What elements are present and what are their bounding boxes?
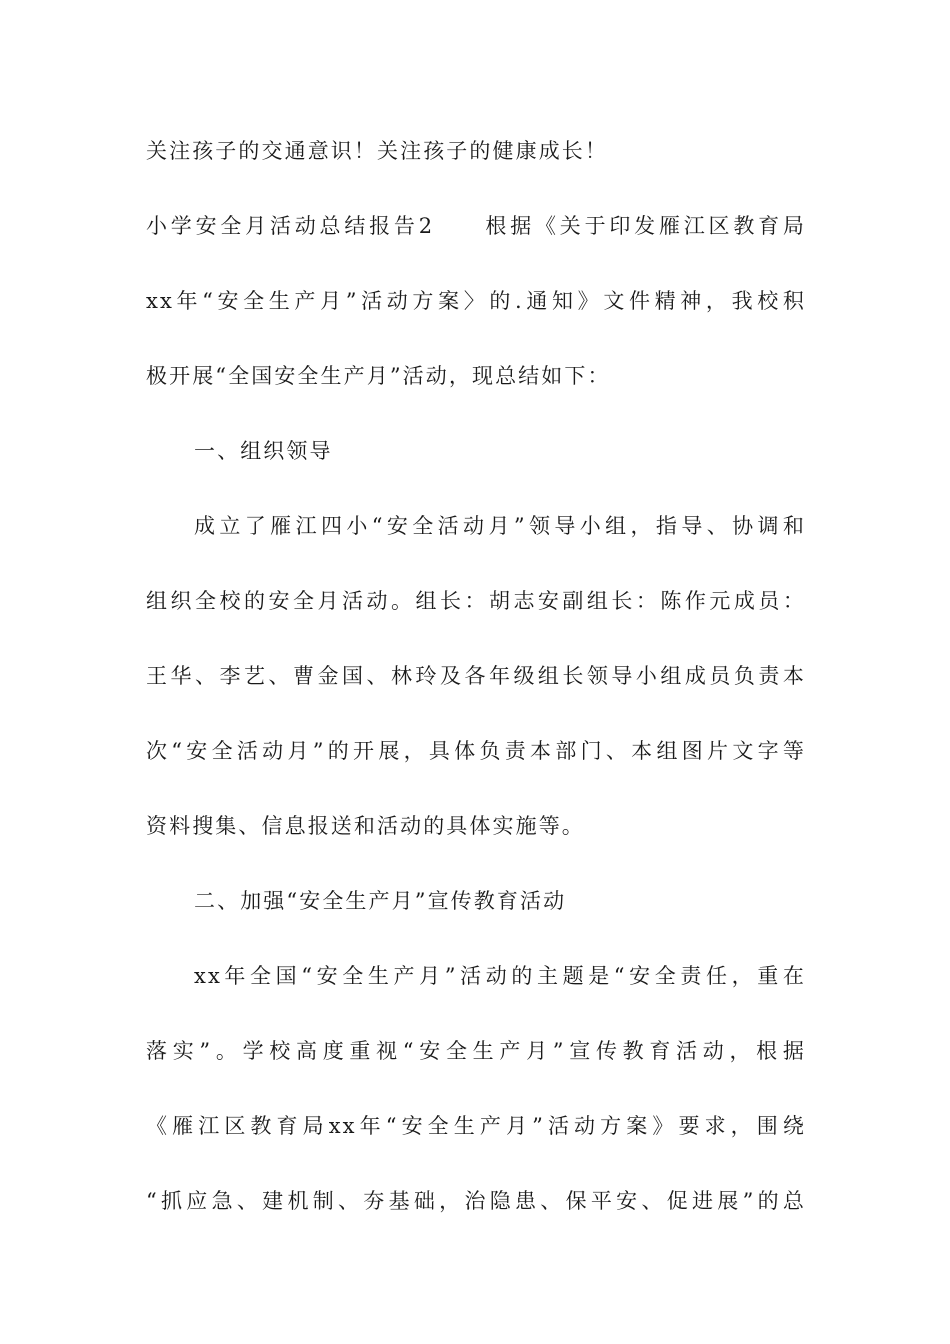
text-line-4: 极开展“全国安全生产月”活动，现总结如下： [146, 364, 611, 388]
text-line-10: 资料搜集、信息报送和活动的具体实施等。 [146, 814, 585, 838]
text-line-6: 成立了雁江四小“安全活动月”领导小组，指导、协调和 [194, 514, 806, 538]
text-line-9: 次“安全活动月”的开展，具体负责本部门、本组图片文字等 [146, 739, 806, 763]
text-line-13: 落实”。学校高度重视“安全生产月”宣传教育活动，根据 [146, 1039, 806, 1063]
text-line-2: 小学安全月活动总结报告2 根据《关于印发雁江区教育局 [146, 214, 806, 238]
text-line-8: 王华、李艺、曹金国、林玲及各年级组长领导小组成员负责本 [146, 664, 806, 688]
text-line-1: 关注孩子的交通意识！关注孩子的健康成长！ [146, 139, 608, 163]
text-line-15: “抓应急、建机制、夯基础，治隐患、保平安、促进展”的总 [146, 1189, 806, 1213]
section-heading-1: 一、组织领导 [194, 439, 333, 463]
text-line-3: xx年“安全生产月”活动方案〉的.通知》文件精神，我校积 [146, 289, 806, 313]
section-heading-2: 二、加强“安全生产月”宣传教育活动 [194, 889, 567, 913]
text-line-12: xx年全国“安全生产月”活动的主题是“安全责任，重在 [194, 964, 806, 988]
text-line-7: 组织全校的安全月活动。组长：胡志安副组长：陈作元成员： [146, 589, 806, 613]
text-line-14: 《雁江区教育局xx年“安全生产月”活动方案》要求，围绕 [146, 1114, 806, 1138]
